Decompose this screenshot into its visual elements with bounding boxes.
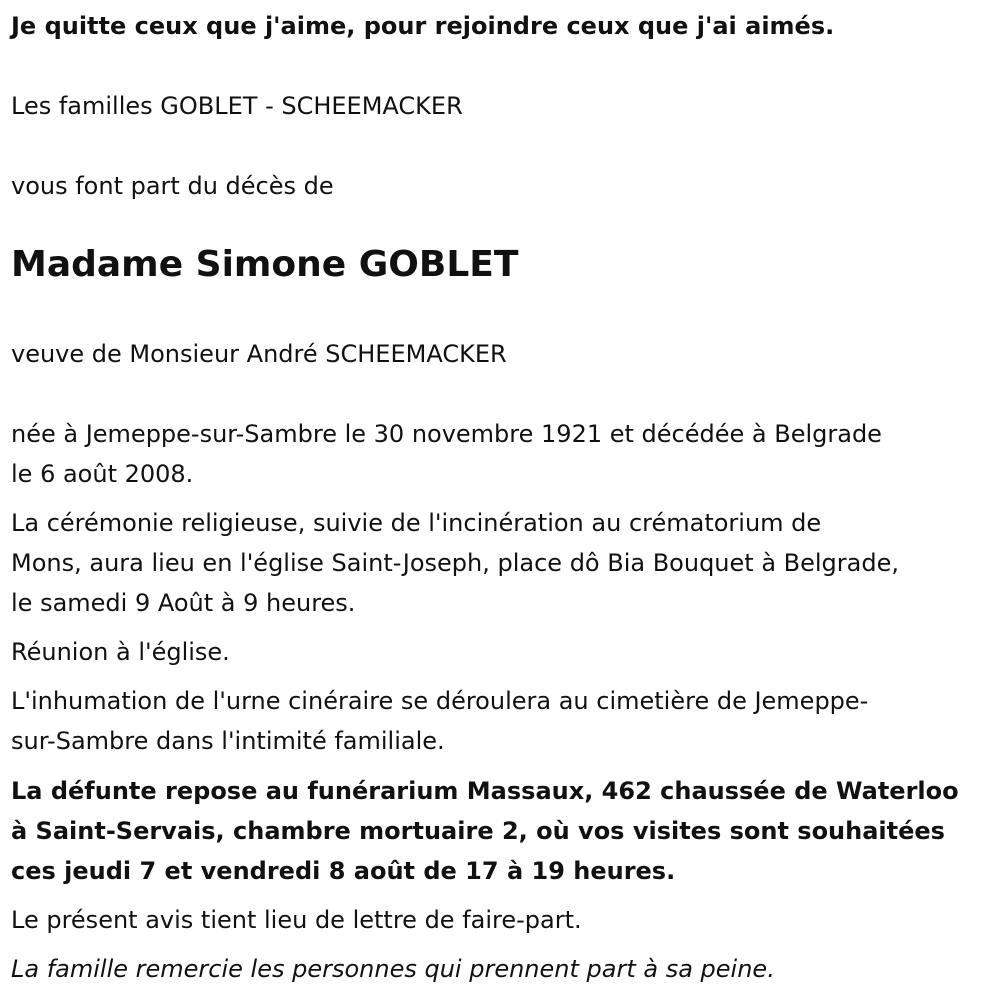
funeral-home-line-1: La défunte repose au funérarium Massaux, 462 chaussée de Waterloo [11, 777, 959, 805]
meeting-line: Réunion à l'église. [11, 638, 230, 666]
ceremony-line-3: le samedi 9 Août à 9 heures. [11, 589, 356, 617]
epigraph: Je quitte ceux que j'aime, pour rejoindre ceux que j'ai aimés. [11, 12, 835, 40]
ceremony-line-1: La cérémonie religieuse, suivie de l'incinération au crématorium de [11, 509, 822, 537]
burial-line-2: sur-Sambre dans l'intimité familiale. [11, 727, 445, 755]
widow-of-line: veuve de Monsieur André SCHEEMACKER [11, 340, 507, 368]
ceremony-line-2: Mons, aura lieu en l'église Saint-Joseph, place dô Bia Bouquet à Belgrade, [11, 549, 899, 577]
birth-death-line-1: née à Jemeppe-sur-Sambre le 30 novembre 1921 et décédée à Belgrade [11, 420, 882, 448]
deceased-name: Madame Simone GOBLET [11, 244, 519, 285]
notice-text-line: Le présent avis tient lieu de lettre de faire-part. [11, 906, 582, 934]
funeral-home-line-3: ces jeudi 7 et vendredi 8 août de 17 à 19 heures. [11, 857, 676, 885]
burial-line-1: L'inhumation de l'urne cinéraire se déroulera au cimetière de Jemeppe- [11, 687, 869, 715]
birth-death-line-2: le 6 août 2008. [11, 460, 194, 488]
announcement-line: vous font part du décès de [11, 172, 334, 200]
thanks-line: La famille remercie les personnes qui prennent part à sa peine. [11, 955, 775, 983]
funeral-home-line-2: à Saint-Servais, chambre mortuaire 2, où vos visites sont souhaitées [11, 817, 945, 845]
families-line: Les familles GOBLET - SCHEEMACKER [11, 92, 463, 120]
